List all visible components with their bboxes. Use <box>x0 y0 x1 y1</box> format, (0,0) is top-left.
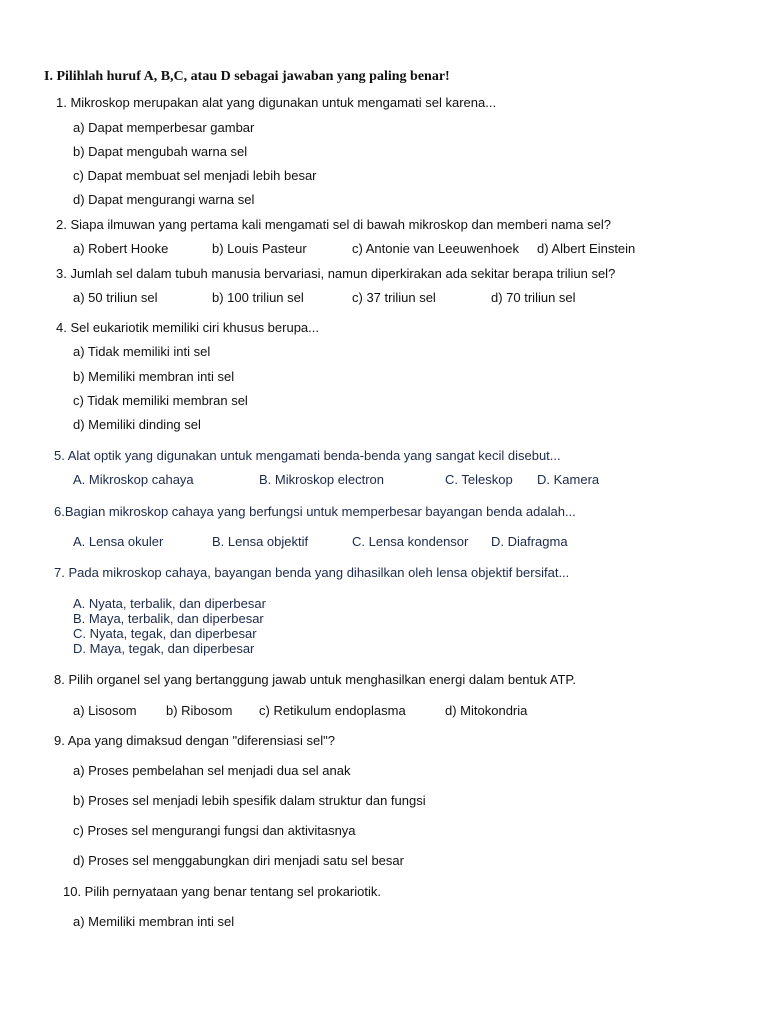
q7-option-b: B. Maya, terbalik, dan diperbesar <box>73 611 264 626</box>
q5-option-b: B. Mikroskop electron <box>259 472 384 487</box>
q9-option-b: b) Proses sel menjadi lebih spesifik dalam struktur dan fungsi <box>73 793 426 808</box>
question-10: 10. Pilih pernyataan yang benar tentang sel prokariotik. <box>63 884 381 899</box>
q10-option-a: a) Memiliki membran inti sel <box>73 914 235 929</box>
q4-option-a: a) Tidak memiliki inti sel <box>73 344 211 359</box>
q6-option-d: D. Diafragma <box>491 534 568 549</box>
question-2: 2. Siapa ilmuwan yang pertama kali mengamati sel di bawah mikroskop dan memberi nama sel? <box>56 217 611 232</box>
q7-option-d: D. Maya, tegak, dan diperbesar <box>73 641 255 656</box>
q3-option-b: b) 100 triliun sel <box>212 290 304 305</box>
q7-option-c: C. Nyata, tegak, dan diperbesar <box>73 626 257 641</box>
q6-option-c: C. Lensa kondensor <box>352 534 469 549</box>
q1-option-a: a) Dapat memperbesar gambar <box>73 120 255 135</box>
q4-option-c: c) Tidak memiliki membran sel <box>73 393 248 408</box>
q7-option-a: A. Nyata, terbalik, dan diperbesar <box>73 596 266 611</box>
question-5: 5. Alat optik yang digunakan untuk mengamati benda-benda yang sangat kecil disebut... <box>54 448 561 463</box>
question-7: 7. Pada mikroskop cahaya, bayangan benda yang dihasilkan oleh lensa objektif bersifat... <box>54 565 570 580</box>
q4-option-d: d) Memiliki dinding sel <box>73 417 201 432</box>
q3-option-a: a) 50 triliun sel <box>73 290 158 305</box>
q1-option-c: c) Dapat membuat sel menjadi lebih besar <box>73 168 317 183</box>
q2-option-d: d) Albert Einstein <box>537 241 636 256</box>
q5-option-d: D. Kamera <box>537 472 600 487</box>
q1-option-b: b) Dapat mengubah warna sel <box>73 144 248 159</box>
q9-option-a: a) Proses pembelahan sel menjadi dua sel anak <box>73 763 351 778</box>
question-6: 6.Bagian mikroskop cahaya yang berfungsi untuk memperbesar bayangan benda adalah... <box>54 504 576 519</box>
section-heading: I. Pilihlah huruf A, B,C, atau D sebagai jawaban yang paling benar! <box>44 69 450 84</box>
question-1: 1. Mikroskop merupakan alat yang digunakan untuk mengamati sel karena... <box>56 95 497 110</box>
q9-option-d: d) Proses sel menggabungkan diri menjadi satu sel besar <box>73 853 404 868</box>
question-4: 4. Sel eukariotik memiliki ciri khusus berupa... <box>56 320 319 335</box>
q2-option-b: b) Louis Pasteur <box>212 241 307 256</box>
q4-option-b: b) Memiliki membran inti sel <box>73 369 235 384</box>
q5-option-c: C. Teleskop <box>445 472 513 487</box>
q6-option-b: B. Lensa objektif <box>212 534 309 549</box>
q8-option-a: a) Lisosom <box>73 703 137 718</box>
q2-option-c: c) Antonie van Leeuwenhoek <box>352 241 519 256</box>
q3-option-c: c) 37 triliun sel <box>352 290 436 305</box>
question-9: 9. Apa yang dimaksud dengan "diferensiasi sel"? <box>54 733 335 748</box>
q9-option-c: c) Proses sel mengurangi fungsi dan aktivitasnya <box>73 823 356 838</box>
q8-option-d: d) Mitokondria <box>445 703 528 718</box>
q8-option-c: c) Retikulum endoplasma <box>259 703 406 718</box>
question-3: 3. Jumlah sel dalam tubuh manusia bervariasi, namun diperkirakan ada sekitar berapa triliun sel? <box>56 266 616 281</box>
q1-option-d: d) Dapat mengurangi warna sel <box>73 192 255 207</box>
q6-option-a: A. Lensa okuler <box>73 534 164 549</box>
q5-option-a: A. Mikroskop cahaya <box>73 472 194 487</box>
q2-option-a: a) Robert Hooke <box>73 241 169 256</box>
q3-option-d: d) 70 triliun sel <box>491 290 576 305</box>
q8-option-b: b) Ribosom <box>166 703 233 718</box>
question-8: 8. Pilih organel sel yang bertanggung jawab untuk menghasilkan energi dalam bentuk ATP. <box>54 672 577 687</box>
